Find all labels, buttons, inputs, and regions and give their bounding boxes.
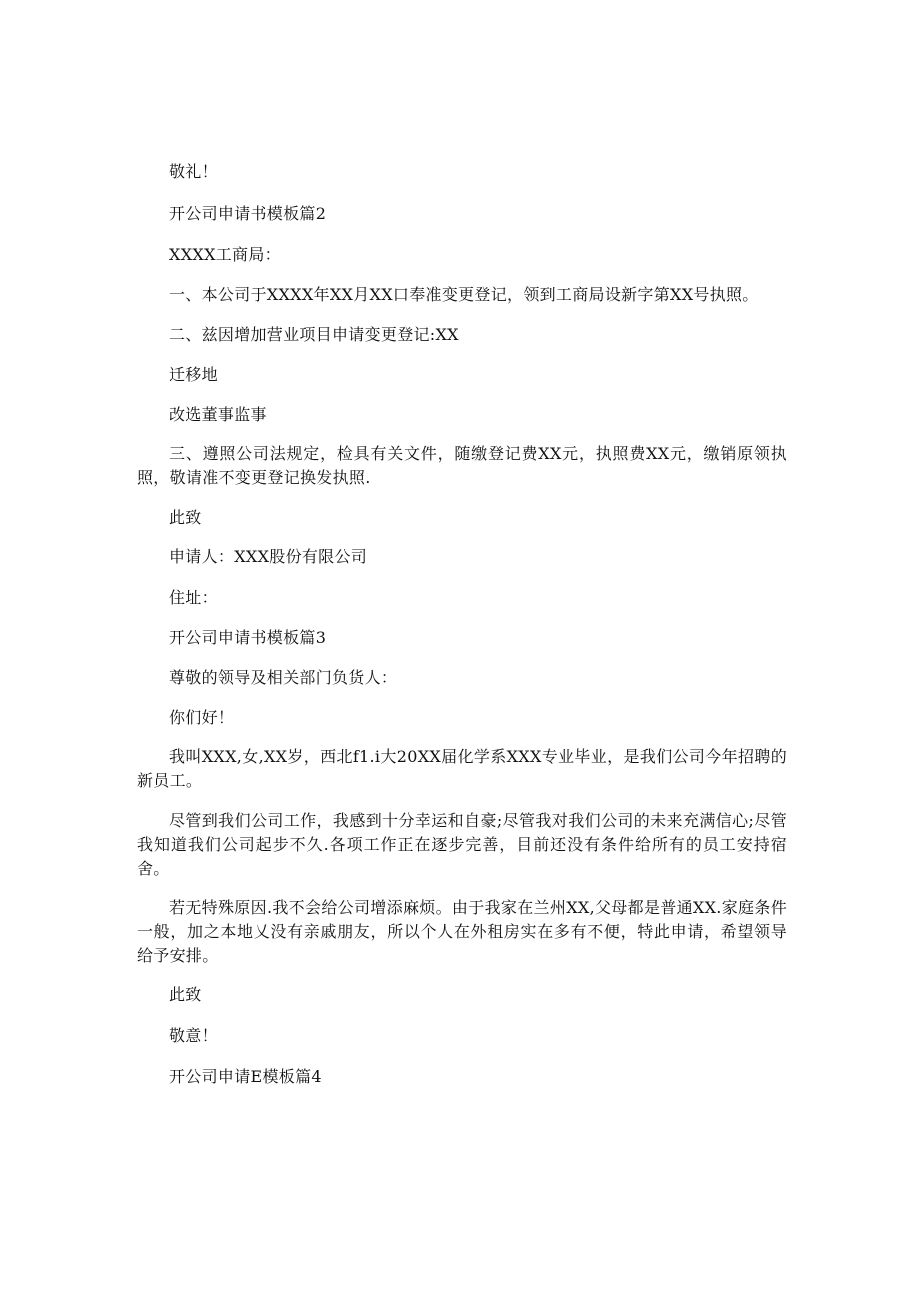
closing-salute: 敬礼！	[169, 162, 218, 181]
section-title-3: 开公司申请书模板篇3	[169, 628, 327, 647]
closing-phrase-2: 此致	[169, 985, 202, 1004]
paragraph-intro: 我叫XXX,女,XX岁，西北f1.i大20XX届化学系XXX专业毕业，是我们公司今年招聘的新员工。	[137, 747, 787, 790]
addressee: XXXX工商局：	[169, 245, 281, 264]
paragraph-item-1: 一、本公司于XXXX年XX月XX口奉准变更登记，领到工商局设新字第XX号执照。	[169, 285, 759, 304]
greeting: 你们好！	[169, 708, 235, 727]
paragraph-request: 若无特殊原因.我不会给公司增添麻烦。由于我家在兰州XX,父母都是普通XX.家庭条件一般，加之本地乂没有亲戚朋友，所以个人在外租房实在多有不便，特此申请，希望领导给予安排。	[137, 898, 787, 965]
list-item-reelection: 改选董事监事	[169, 405, 267, 424]
paragraph-reason: 尽管到我们公司工作，我感到十分幸运和自豪;尽管我对我们公司的未来充满信心;尽管我知道我们公司起步不久.各项工作正在逐步完善，目前还没有条件给所有的员工安持宿舍。	[137, 811, 787, 878]
closing-salute-2: 敬意！	[169, 1026, 218, 1045]
paragraph-item-3: 三、遵照公司法规定，检具有关文件，随缴登记费XX元，执照费XX元，缴销原领执照，敬请准不变更登记换发执照.	[137, 444, 787, 487]
paragraph-item-2: 二、兹因增加营业项目申请变更登记:XX	[169, 325, 459, 344]
section-title-2: 开公司申请书模板篇2	[169, 204, 327, 223]
closing-phrase: 此致	[169, 508, 202, 527]
address-line: 住址：	[169, 588, 218, 607]
salutation: 尊敬的领导及相关部门负货人：	[169, 668, 398, 687]
section-title-4: 开公司申请E模板篇4	[169, 1067, 322, 1086]
list-item-relocation: 迁移地	[169, 365, 218, 384]
applicant-line: 申请人：XXX股份有限公司	[169, 547, 368, 566]
